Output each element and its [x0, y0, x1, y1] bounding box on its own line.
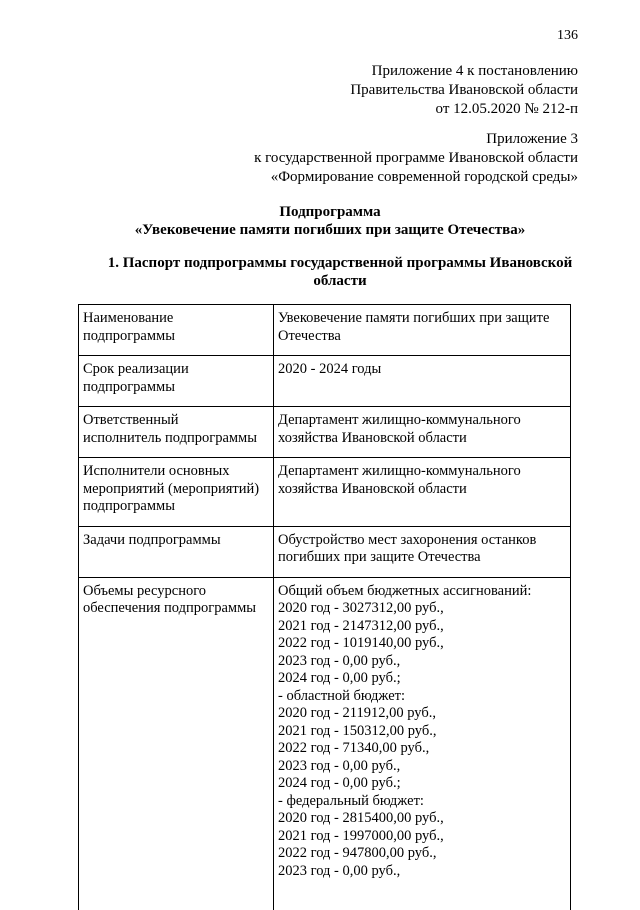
row-label-line: Наименование: [83, 310, 269, 328]
row-value-line: 2022 год - 71340,00 руб.,: [278, 740, 566, 758]
appendix-4-line: Приложение 4 к постановлению: [350, 62, 578, 81]
row-label-cell: [79, 356, 274, 407]
appendix-3-line: к государственной программе Ивановской области: [254, 149, 578, 168]
row-value-line: 2020 год - 211912,00 руб.,: [278, 705, 566, 723]
row-label-line: мероприятий (мероприятий): [83, 481, 269, 499]
row-value-line: 2020 год - 2815400,00 руб.,: [278, 810, 566, 828]
row-label-line: обеспечения подпрограммы: [83, 600, 269, 618]
row-value-line: - федеральный бюджет:: [278, 793, 566, 811]
row-label-line: подпрограммы: [83, 498, 269, 516]
row-label-line: Задачи подпрограммы: [83, 532, 269, 550]
table-row: [79, 458, 571, 527]
appendix-4-line: Правительства Ивановской области: [350, 81, 578, 100]
appendix-3-line: Приложение 3: [254, 130, 578, 149]
row-label-cell: [79, 458, 274, 527]
row-value-line: Департамент жилищно-коммунального: [278, 412, 566, 430]
row-value-line: 2022 год - 1019140,00 руб.,: [278, 635, 566, 653]
row-value-line: 2023 год - 0,00 руб.,: [278, 653, 566, 671]
row-value-line: 2021 год - 2147312,00 руб.,: [278, 618, 566, 636]
row-value-line: погибших при защите Отечества: [278, 549, 566, 567]
row-label-line: Исполнители основных: [83, 463, 269, 481]
row-value-line: 2020 - 2024 годы: [278, 361, 566, 379]
row-value-cell: [274, 407, 571, 458]
row-value-line: 2021 год - 150312,00 руб.,: [278, 723, 566, 741]
row-label-cell: [79, 526, 274, 577]
row-label-cell: [79, 407, 274, 458]
row-value-line: Обустройство мест захоронения останков: [278, 532, 566, 550]
appendix-4-line: от 12.05.2020 № 212-п: [350, 100, 578, 119]
row-value-cell: [274, 526, 571, 577]
row-value-line: 2023 год - 0,00 руб.,: [278, 863, 566, 881]
row-value-cell: [274, 305, 571, 356]
row-label-cell: [79, 577, 274, 910]
passport-title-line: 1. Паспорт подпрограммы государственной программы Ивановской: [90, 254, 590, 272]
row-label-cell: [79, 305, 274, 356]
row-label-line: подпрограммы: [83, 328, 269, 346]
passport-table: [78, 304, 571, 910]
passport-title: [90, 254, 590, 290]
row-value-line: Общий объем бюджетных ассигнований:: [278, 583, 566, 601]
table-row: [79, 356, 571, 407]
subprogram-name: «Увековечение памяти погибших при защите Отечества»: [90, 221, 570, 239]
table-row: [79, 577, 571, 910]
row-value-cell: [274, 458, 571, 527]
row-value-cell: [274, 356, 571, 407]
passport-table-body: [79, 305, 571, 910]
row-label-line: подпрограммы: [83, 379, 269, 397]
row-value-line: Департамент жилищно-коммунального: [278, 463, 566, 481]
row-value-cell: [274, 577, 571, 910]
appendix-3-line: «Формирование современной городской среды»: [254, 168, 578, 187]
row-value-line: Увековечение памяти погибших при защите: [278, 310, 566, 328]
row-label-line: Ответственный: [83, 412, 269, 430]
table-row: [79, 305, 571, 356]
row-label-line: Объемы ресурсного: [83, 583, 269, 601]
row-value-line: 2023 год - 0,00 руб.,: [278, 758, 566, 776]
appendix-4-reference: [350, 62, 578, 119]
subprogram-heading: Подпрограмма: [90, 203, 570, 221]
row-value-line: 2020 год - 3027312,00 руб.,: [278, 600, 566, 618]
row-value-line: 2021 год - 1997000,00 руб.,: [278, 828, 566, 846]
subprogram-title: [90, 203, 570, 239]
table-row: [79, 526, 571, 577]
appendix-3-reference: [254, 130, 578, 187]
row-value-line: 2024 год - 0,00 руб.;: [278, 670, 566, 688]
row-label-line: исполнитель подпрограммы: [83, 430, 269, 448]
row-value-line: хозяйства Ивановской области: [278, 430, 566, 448]
row-value-line: 2024 год - 0,00 руб.;: [278, 775, 566, 793]
passport-title-line: области: [90, 272, 590, 290]
page-number: 136: [557, 28, 578, 44]
row-value-line: 2022 год - 947800,00 руб.,: [278, 845, 566, 863]
row-value-line: Отечества: [278, 328, 566, 346]
row-label-line: Срок реализации: [83, 361, 269, 379]
row-value-line: хозяйства Ивановской области: [278, 481, 566, 499]
table-row: [79, 407, 571, 458]
row-value-line: - областной бюджет:: [278, 688, 566, 706]
